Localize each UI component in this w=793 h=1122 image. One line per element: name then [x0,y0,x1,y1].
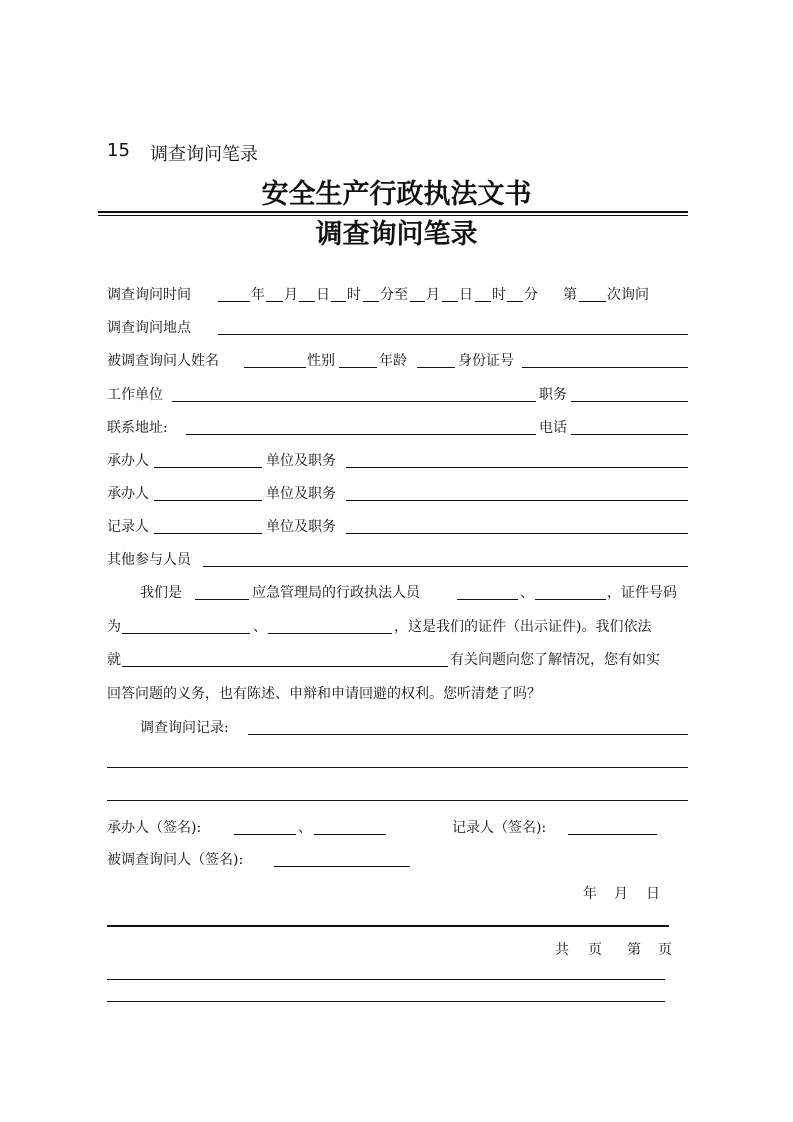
ordinal-suffix: 次询问 [607,287,649,303]
handler2-blank[interactable] [154,500,262,501]
page-number-suffix: 页 [658,942,672,958]
id-number-blank[interactable] [522,367,688,368]
statement-bureau: 应急管理局的行政执法人员 [252,585,420,601]
hour-blank[interactable] [331,301,346,302]
page-number-prefix: 第 [627,942,641,958]
officer2-name-blank[interactable] [535,599,606,600]
month-label: 月 [284,287,298,303]
statement-sep2: 、 [253,619,267,635]
ordinal-blank[interactable] [579,301,606,302]
minute2-label: 分 [524,287,538,303]
bureau-blank[interactable] [195,599,249,600]
id-number-label: 身份证号 [458,353,514,369]
handler1-unit-blank[interactable] [346,467,688,468]
handler1-blank[interactable] [154,467,262,468]
recorder-unit-label: 单位及职务 [266,519,336,535]
interviewee-sign-label: 被调查询问人（签名): [107,852,244,868]
handler2-label: 承办人 [107,486,149,502]
page-total-suffix: 页 [588,942,602,958]
minute-blank[interactable] [363,301,379,302]
recorder-unit-blank[interactable] [346,533,688,534]
address-label: 联系地址: [107,420,168,436]
address-blank[interactable] [186,434,536,435]
handler-sign-blank-1[interactable] [234,834,296,835]
recorder-blank[interactable] [154,533,262,534]
gender-label: 性别 [307,353,335,369]
record-line-2[interactable] [107,767,688,768]
recorder-sign-label: 记录人（签名): [452,820,547,836]
hour2-label: 时 [492,287,506,303]
age-label: 年龄 [379,353,407,369]
record-label: 调查询问记录: [140,720,229,736]
handler-sign-label: 承办人（签名): [107,820,202,836]
handler2-unit-blank[interactable] [346,500,688,501]
year-blank[interactable] [218,301,250,302]
statement-rights: 回答问题的义务，也有陈述、申辩和申请回避的权利。您听清楚了吗？ [107,686,541,702]
day2-blank[interactable] [442,301,458,302]
officer1-name-blank[interactable] [457,599,518,600]
date-month: 月 [614,886,628,902]
date-day: 日 [646,886,660,902]
statement-these: ，这是我们的证件（出示证件)。我们依法 [394,619,652,635]
month-blank[interactable] [266,301,283,302]
statement-sep1: 、 [520,585,534,601]
interviewee-name-label: 被调查询问人姓名 [107,353,219,369]
month2-label: 月 [426,287,440,303]
work-unit-blank[interactable] [172,401,536,402]
ordinal-prefix: 第 [563,287,577,303]
document-subtitle: 调查询问笔录 [315,219,478,250]
handler1-unit-label: 单位及职务 [266,453,336,469]
cert1-blank[interactable] [122,633,250,634]
recorder-sign-blank[interactable] [568,834,657,835]
month2-blank[interactable] [410,301,425,302]
day-blank[interactable] [299,301,315,302]
interviewee-name-blank[interactable] [244,367,306,368]
work-unit-label: 工作单位 [107,387,163,403]
position-label: 职务 [539,387,567,403]
hour2-blank[interactable] [475,301,491,302]
minute-to-label: 分至 [380,287,408,303]
footer-rule-thick [107,925,669,927]
statement-is: 为 [107,619,121,635]
footer-rule-2 [107,1001,665,1002]
record-line-3[interactable] [107,800,688,801]
day-label: 日 [316,287,330,303]
matter-blank[interactable] [122,666,448,667]
phone-blank[interactable] [571,434,688,435]
statement-we-are: 我们是 [140,585,182,601]
others-blank[interactable] [203,566,688,567]
time-label: 调查询问时间 [107,287,191,303]
record-line-1[interactable] [248,734,688,735]
position-blank[interactable] [571,401,688,402]
doc-number: 15 [107,140,130,161]
handler-sign-blank-2[interactable] [314,834,386,835]
place-label: 调查询问地点 [107,320,191,336]
handler1-label: 承办人 [107,453,149,469]
page-total-prefix: 共 [555,942,569,958]
phone-label: 电话 [539,420,567,436]
day2-label: 日 [459,287,473,303]
minute2-blank[interactable] [507,301,523,302]
title-rule-thick [98,211,688,213]
document-title: 安全生产行政执法文书 [261,179,532,210]
year-label: 年 [251,287,265,303]
statement-cert: ，证件号码 [607,585,677,601]
recorder-label: 记录人 [107,519,149,535]
handler-sign-sep: 、 [298,820,312,836]
cert2-blank[interactable] [268,633,392,634]
place-blank[interactable] [218,334,688,335]
date-year: 年 [583,886,597,902]
hour-label: 时 [347,287,361,303]
gender-blank[interactable] [339,367,377,368]
title-rule-thin [98,215,688,216]
footer-rule-1 [107,979,665,980]
statement-rest: 有关问题向您了解情况，您有如实 [450,652,660,668]
handler2-unit-label: 单位及职务 [266,486,336,502]
statement-on: 就 [107,652,121,668]
doc-name: 调查询问笔录 [150,144,258,165]
interviewee-sign-blank[interactable] [274,866,410,867]
others-label: 其他参与人员 [107,552,191,568]
age-blank[interactable] [417,367,455,368]
